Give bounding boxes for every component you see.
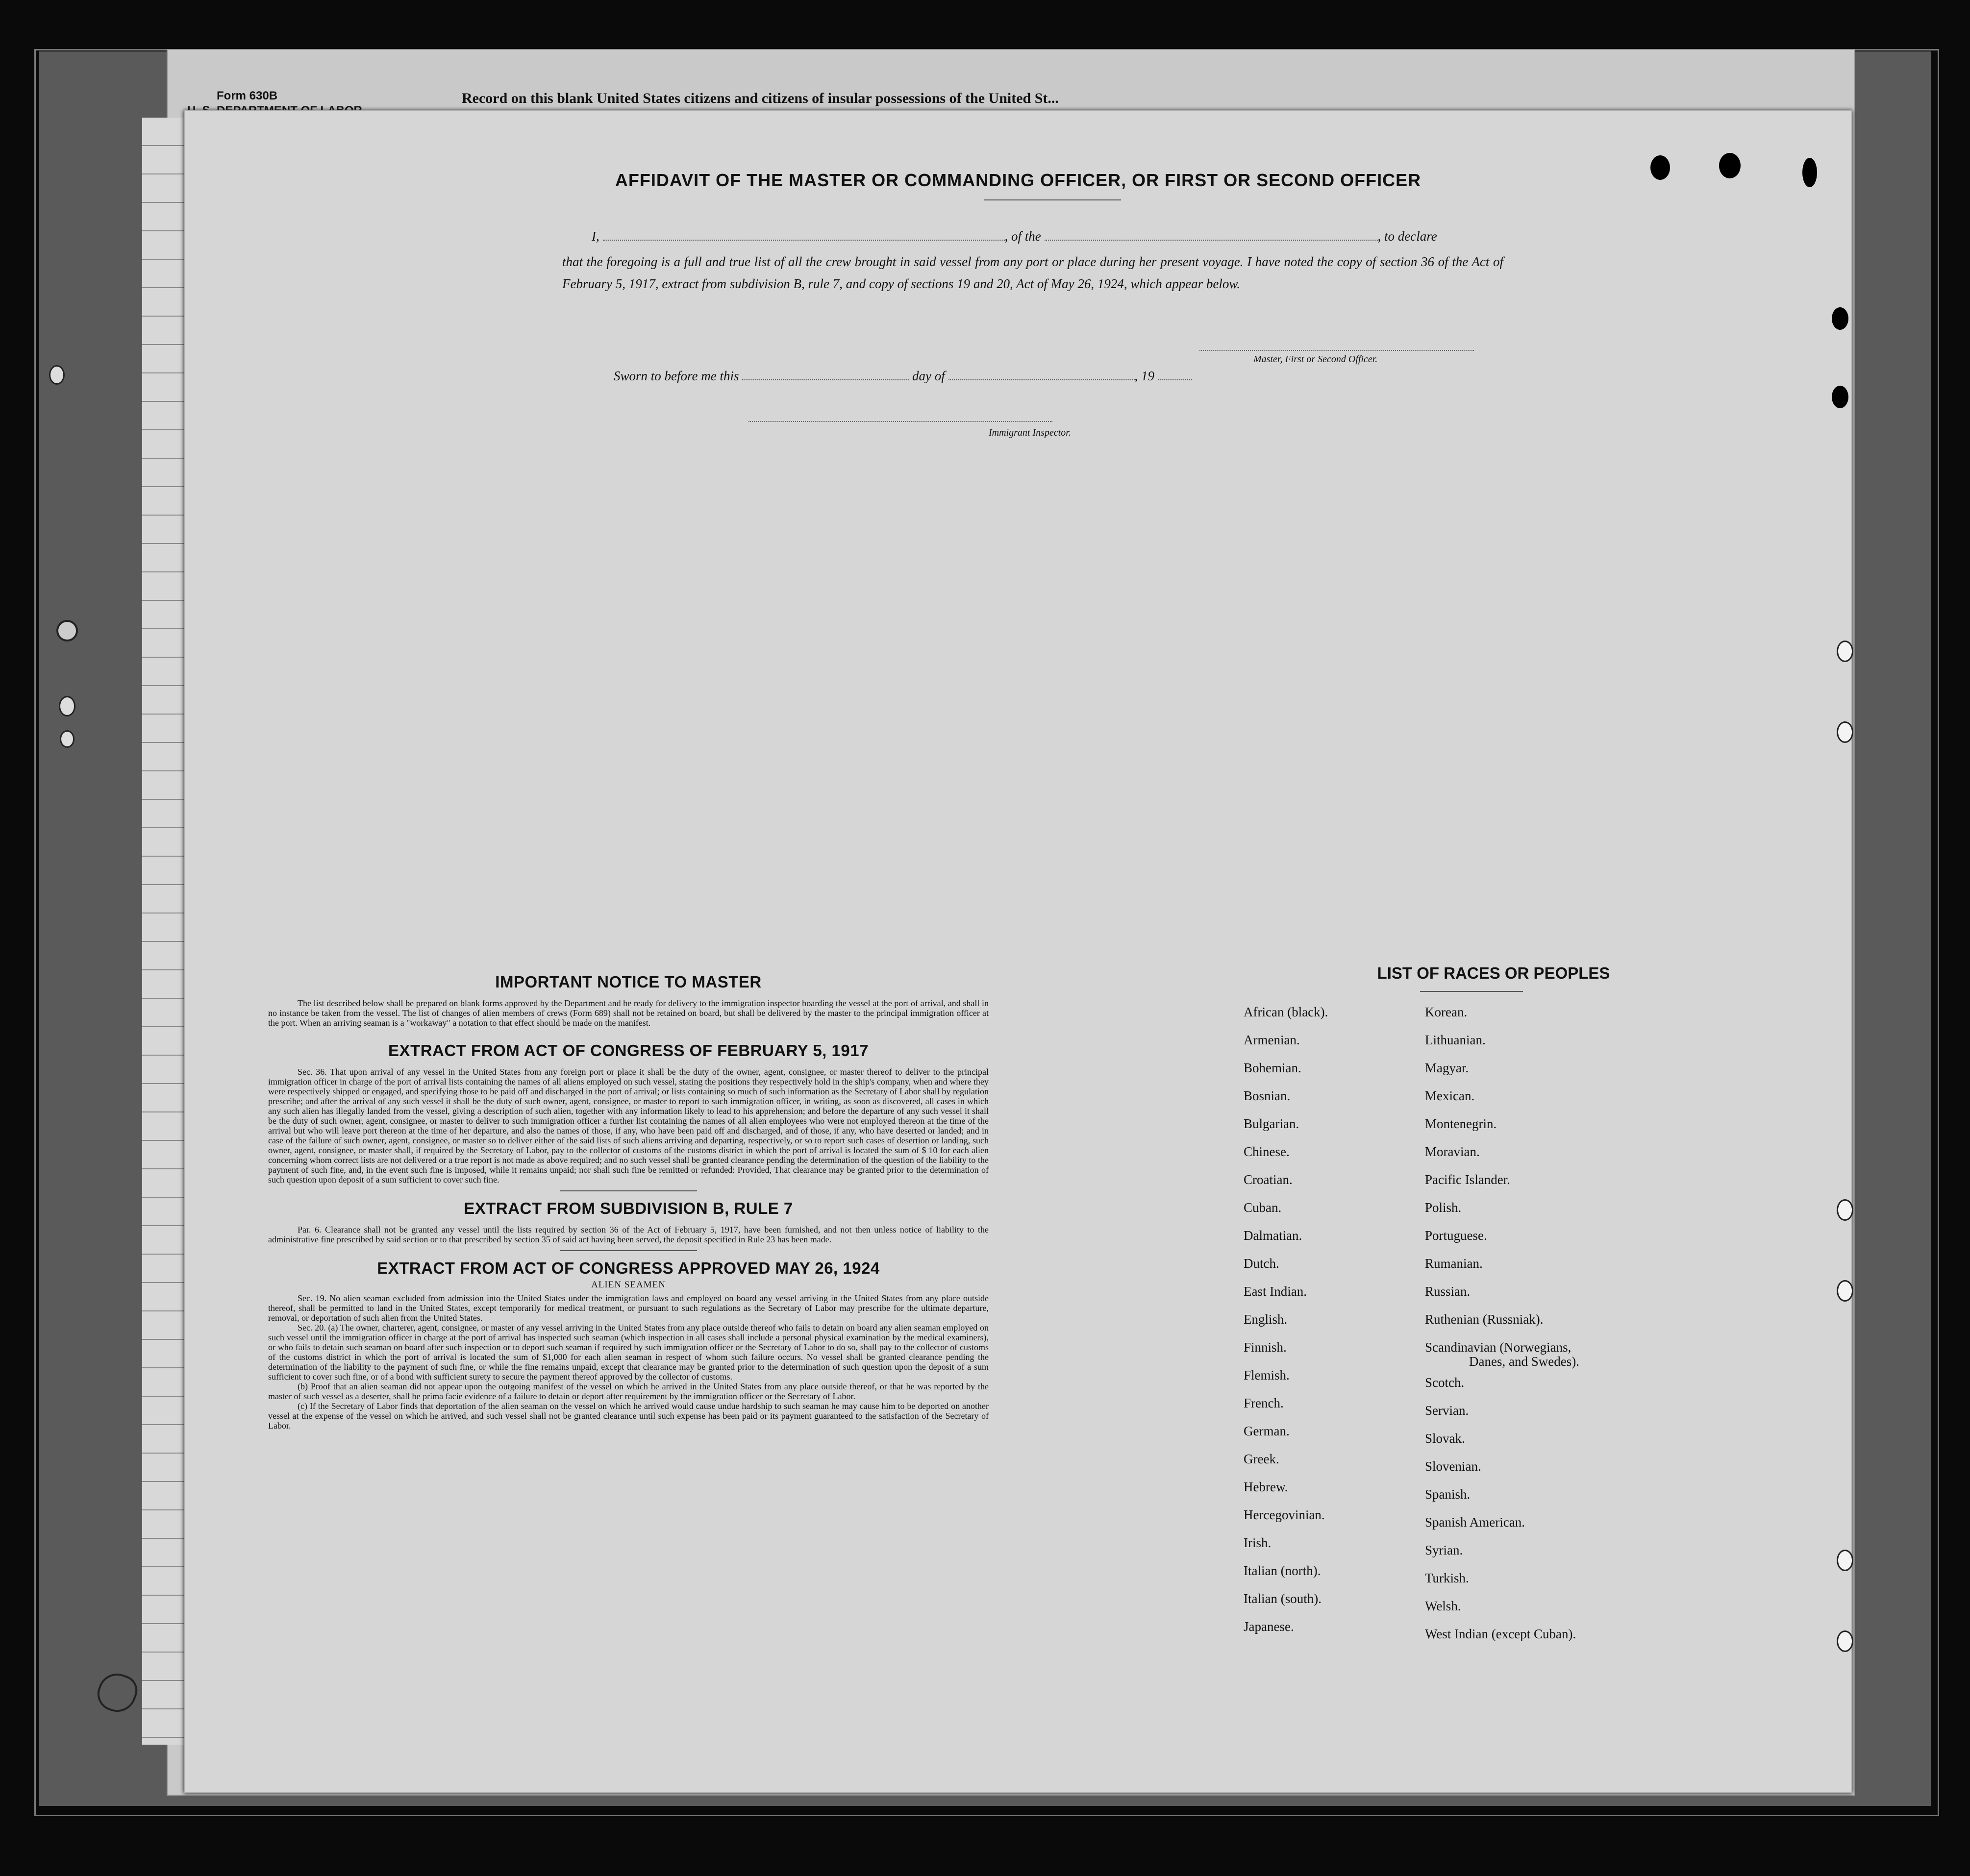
race-item: Finnish. (1244, 1340, 1287, 1355)
race-item: Cuban. (1244, 1200, 1282, 1215)
name-blank (603, 240, 1005, 241)
extract-1924-title: EXTRACT FROM ACT OF CONGRESS APPROVED MAY 26, 1924 (377, 1259, 880, 1277)
binder-hole (60, 730, 75, 748)
race-item: Greek. (1244, 1452, 1279, 1466)
master-signature-label: Master, First or Second Officer. (1253, 354, 1378, 365)
race-item: Spanish American. (1425, 1515, 1525, 1530)
race-item: Japanese. (1244, 1619, 1294, 1634)
race-item: Italian (north). (1244, 1563, 1321, 1578)
vessel-blank (1045, 240, 1378, 241)
race-item: Hebrew. (1244, 1480, 1288, 1494)
affidavit-declaration-line (577, 229, 1503, 244)
race-item: Chinese. (1244, 1144, 1290, 1159)
sworn-year: , 19 (1134, 369, 1154, 383)
races-title: LIST OF RACES OR PEOPLES (1377, 964, 1610, 982)
sworn-prefix: Sworn to before me this (614, 369, 739, 383)
race-item: Mexican. (1425, 1088, 1475, 1103)
race-item: Irish. (1244, 1535, 1272, 1550)
race-item: African (black). (1244, 1005, 1328, 1019)
race-item: Ruthenian (Russniak). (1425, 1312, 1544, 1327)
sec20a-body: Sec. 20. (a) The owner, charterer, agent, consignee, or master of any vessel arriving in the United States from any place outside thereof who fails to detain on board any alien seaman employed on such vessel until the immigration officer in charge at the port of arrival has inspected such seaman (which inspection in all cases shall include a personal physical examination by the medical examiners), or who fails to detain such seaman on board after such inspection or to deport such seaman if required by such immigration officer or the Secretary of Labor to do so, shall pay to the collector of customs of the customs district in which the port of arrival is located the sum of $1,000 for each alien seaman in respect of whom such failure occurs. No vessel shall be granted clearance pending the determination of the liability to the payment of such fine, or while the fine remains unpaid, except that clearance may be granted prior to the determination of such question upon the deposit of a sum sufficient to cover such fine, or of a bond with sufficient surety to secure the payment thereof approved by the collector of customs. (268, 1323, 989, 1382)
race-item: Rumanian. (1425, 1256, 1483, 1271)
race-item: Hercegovinian. (1244, 1507, 1325, 1522)
race-item: French. (1244, 1396, 1284, 1410)
race-item: German. (1244, 1424, 1290, 1438)
race-item: Magyar. (1425, 1061, 1469, 1075)
race-item: Moravian. (1425, 1144, 1480, 1159)
master-signature-line (1199, 349, 1474, 351)
of-the-label: , of the (1004, 229, 1041, 244)
section-divider (560, 1250, 697, 1251)
race-item: Bohemian. (1244, 1061, 1301, 1075)
race-item: Welsh. (1425, 1599, 1461, 1613)
race-item: Italian (south). (1244, 1591, 1322, 1606)
race-item: Scotch. (1425, 1375, 1465, 1390)
race-item: Dutch. (1244, 1256, 1279, 1271)
notice-title: IMPORTANT NOTICE TO MASTER (495, 973, 762, 991)
inspector-signature-line (748, 420, 1052, 422)
race-item: Dalmatian. (1244, 1228, 1302, 1243)
race-item: Pacific Islander. (1425, 1172, 1510, 1187)
affidavit-title: AFFIDAVIT OF THE MASTER OR COMMANDING OFFICER, OR FIRST OR SECOND OFFICER (615, 170, 1421, 190)
punch-hole (1837, 1550, 1853, 1571)
races-left-column (1244, 998, 1420, 1641)
race-item: Russian. (1425, 1284, 1471, 1299)
inspector-label: Immigrant Inspector. (989, 427, 1071, 438)
extract-rule7-title: EXTRACT FROM SUBDIVISION B, RULE 7 (464, 1199, 793, 1217)
race-item: Montenegrin. (1425, 1116, 1497, 1131)
race-item: Lithuanian. (1425, 1033, 1486, 1047)
race-item: Servian. (1425, 1403, 1469, 1418)
punch-hole (1837, 1630, 1853, 1652)
notices-column (268, 969, 989, 1431)
record-instruction: Record on this blank United States citizens and citizens of insular possessions of the United St... (462, 90, 1059, 106)
punch-hole (1837, 641, 1853, 662)
sworn-day-blank (742, 379, 909, 380)
sec19-body: Sec. 19. No alien seaman excluded from admission into the United States under the immigration laws and employed on board any vessel arriving in the United States from any place outside thereof, shall be permitted to land in the United States, except temporarily for medical treatment, or pursuant to such regulations as the Secretary of Labor may prescribe for the ultimate departure, removal, or deportation of such alien from the United States. (268, 1293, 989, 1323)
race-item: Polish. (1425, 1200, 1462, 1215)
section-divider (560, 1190, 697, 1191)
sec20c-body: (c) If the Secretary of Labor finds that deportation of the alien seaman on the vessel on which he arrived would cause undue hardship to such seaman he may cause him to be deported on another vessel at the expense of the vessel on which he arrived, and such vessel shall not be granted clearance until such expense has been paid or its payment guaranteed to the satisfaction of the Secretary of Labor. (268, 1401, 989, 1431)
race-item: Korean. (1425, 1005, 1468, 1019)
race-item: Syrian. (1425, 1543, 1463, 1557)
race-item: East Indian. (1244, 1284, 1307, 1299)
sworn-day-of: day of (912, 369, 945, 383)
race-item: Bosnian. (1244, 1088, 1291, 1103)
race-item: West Indian (except Cuban). (1425, 1627, 1576, 1641)
extract-rule7-body: Par. 6. Clearance shall not be granted any vessel until the lists required by section 36 of the Act of February 5, 1917, have been furnished, and not then unless notice of liability to the administrative fine prescribed by said section or to that prescribed by section 35 of said act having been served, the deposit specified in Rule 23 has been made. (268, 1225, 989, 1244)
sec20b-body: (b) Proof that an alien seaman did not appear upon the outgoing manifest of the vessel on which he arrived in the United States from any place outside thereof, or that he was reported by the master of such vessel as a deserter, shall be prima facie evidence of a failure to detain or deport after requirement by the immigration officer or the Secretary of Labor. (268, 1382, 989, 1401)
race-item-continued: Danes, and Swedes). (1469, 1354, 1579, 1369)
form-number: Form 630B (217, 89, 278, 102)
to-declare-label: , to declare (1377, 229, 1437, 244)
i-label: I, (592, 229, 599, 244)
sworn-year-blank (1158, 379, 1192, 380)
race-item: Armenian. (1244, 1033, 1300, 1047)
punch-hole (1832, 307, 1848, 330)
races-right-column (1425, 998, 1699, 1648)
race-item: Spanish. (1425, 1487, 1471, 1502)
punch-hole (1837, 721, 1853, 743)
extract-1917-title: EXTRACT FROM ACT OF CONGRESS OF FEBRUARY 5, 1917 (388, 1041, 869, 1060)
race-item: Bulgarian. (1244, 1116, 1299, 1131)
binder-hole (59, 696, 75, 716)
extract-1917-body: Sec. 36. That upon arrival of any vessel in the United States from any foreign port or place it shall be the duty of the owner, agent, consignee, or master thereof to deliver to the principal immigration officer in charge of the port of arrival lists containing the names of all aliens employed on such vessel, stating the positions they respectively hold in the ship's company, when and where they were respectively shipped or engaged, and specifying those to be paid off and discharged in the port of arrival; or lists containing so much of such information as the Secretary of Labor shall by regulation prescribe; and after the arrival of any such vessel it shall be the duty of such owner, agent, consignee, or master to report to such immigration officer, in writing, as soon as discovered, all cases in which any such alien has illegally landed from the vessel, giving a description of such alien, together with any information likely to lead to his apprehension; and before the departure of any such vessel it shall be the duty of such owner, agent, consignee, or master to deliver to such immigration officer a further list containing the names of all alien employees who were not employed thereon at the time of the arrival but who will leave port thereon at the time of her departure, and also the names of those, if any, who have been paid off and discharged, and of those, if any, who have deserted or landed; and in case of the failure of such owner, agent, consignee, or master so to deliver either of the said lists of such aliens arriving and departing, respectively, or so to report such cases of desertion or landing, such owner, agent, consignee, or master shall, if required by the Secretary of Labor, pay to the collector of customs of the customs district in which the port of arrival is located the sum of $ 10 for each alien concerning whom correct lists are not delivered or a true report is not made as above required; and no such vessel shall be granted clearance pending the determination of the question of the liability to the payment of such fine, and, in the event such fine is imposed, while it remains unpaid; nor shall such fine be remitted or refunded: Provided, That clearance may be granted prior to the determination of such question upon deposit of a sum sufficient to cover such fine. (268, 1067, 989, 1185)
binder-hole (56, 620, 78, 642)
race-item: Croatian. (1244, 1172, 1293, 1187)
punch-hole (1832, 386, 1848, 408)
race-item: Slovenian. (1425, 1459, 1481, 1474)
race-item: Turkish. (1425, 1571, 1469, 1585)
races-title-rule (1420, 991, 1523, 992)
race-item: Portuguese. (1425, 1228, 1487, 1243)
alien-seamen-subtitle: ALIEN SEAMEN (591, 1280, 666, 1290)
race-item: Slovak. (1425, 1431, 1465, 1446)
sworn-month-blank (948, 379, 1135, 380)
sworn-line (614, 369, 1192, 384)
race-item: English. (1244, 1312, 1288, 1327)
punch-hole (1837, 1199, 1853, 1221)
affidavit-sheet (184, 110, 1852, 1793)
punch-hole (1837, 1280, 1853, 1302)
race-item: Flemish. (1244, 1368, 1290, 1382)
notice-body: The list described below shall be prepared on blank forms approved by the Department and be ready for delivery to the immigration inspector boarding the vessel at the port of arrival, and shall in no instance be taken from the vessel. The list of changes of alien members of crews (Form 689) shall not be retained on board, but shall be delivered by the master to the principal immigration officer at the port. When an arriving seaman is a "workaway" a notation to that effect should be made on the manifest. (268, 998, 989, 1028)
binder-hole (49, 365, 65, 385)
race-item: Scandinavian (Norwegians, (1425, 1340, 1571, 1355)
title-rule (984, 199, 1121, 200)
affidavit-body: that the foregoing is a full and true list of all the crew brought in said vessel from any port or place during her present voyage. I have noted the copy of section 36 of the Act of February 5, 1917, extract from subdivision B, rule 7, and copy of sections 19 and 20, Act of May 26, 1924, which appear below. (562, 254, 1503, 291)
